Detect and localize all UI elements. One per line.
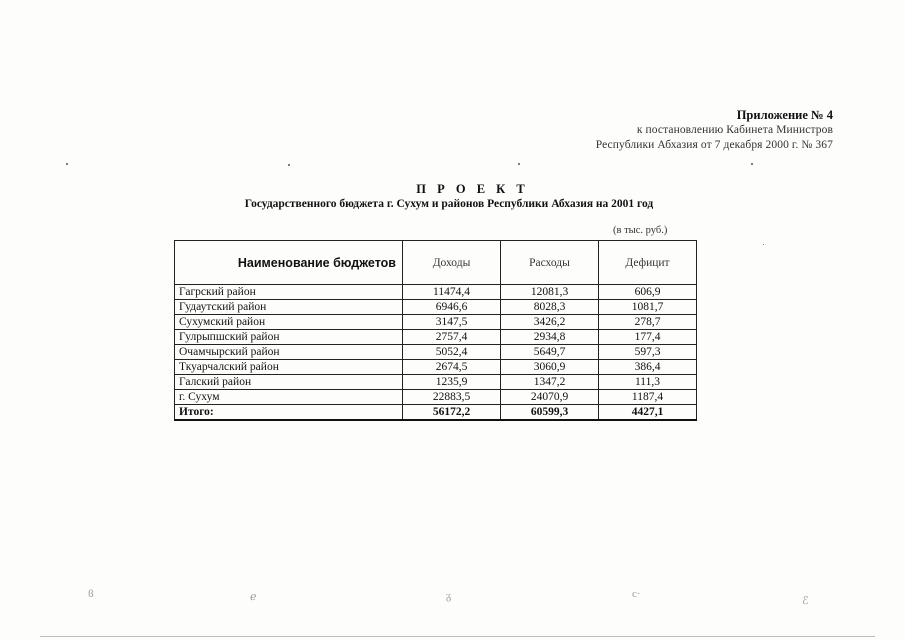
cell-income: 22883,5	[403, 390, 501, 405]
scan-mark: c·	[632, 588, 641, 600]
table-row	[175, 285, 697, 300]
cell-expenses: 2934,8	[501, 330, 599, 345]
cell-deficit: 386,4	[599, 360, 697, 375]
scan-mark: ℯ	[250, 591, 257, 603]
appendix-line-2: Республики Абхазия от 7 декабря 2000 г. № 367	[595, 139, 833, 151]
cell-expenses: 1347,2	[501, 375, 599, 390]
cell-expenses: 5649,7	[501, 345, 599, 360]
header-income: Доходы	[403, 241, 501, 285]
scan-mark: ℰ	[802, 595, 809, 607]
header-deficit: Дефицит	[599, 241, 697, 285]
cell-deficit: 606,9	[599, 285, 697, 300]
table-row	[175, 360, 697, 375]
cell-income: 2674,5	[403, 360, 501, 375]
table-row	[175, 375, 697, 390]
appendix-line-1: к постановлению Кабинета Министров	[636, 124, 833, 136]
cell-income: 2757,4	[403, 330, 501, 345]
cell-deficit: 177,4	[599, 330, 697, 345]
table-header-row	[175, 241, 697, 285]
cell-deficit: 597,3	[599, 345, 697, 360]
cell-expenses: 12081,3	[501, 285, 599, 300]
cell-name: Очамчырский район	[175, 345, 403, 360]
cell-name: Ткуарчалский район	[175, 360, 403, 375]
scan-mark: ϐ	[88, 588, 94, 600]
project-title: П Р О Е К Т	[416, 182, 529, 196]
total-deficit: 4427,1	[599, 405, 697, 421]
cell-income: 11474,4	[403, 285, 501, 300]
cell-expenses: 3060,9	[501, 360, 599, 375]
cell-income: 3147,5	[403, 315, 501, 330]
budget-table	[174, 240, 697, 421]
scan-speck	[518, 163, 520, 165]
cell-deficit: 1187,4	[599, 390, 697, 405]
total-row	[175, 405, 697, 421]
table-row	[175, 315, 697, 330]
cell-name: Гудаутский район	[175, 300, 403, 315]
total-label: Итого:	[175, 405, 403, 421]
cell-deficit: 111,3	[599, 375, 697, 390]
scan-mark: ᵹ	[446, 590, 452, 602]
total-expenses: 60599,3	[501, 405, 599, 421]
total-income: 56172,2	[403, 405, 501, 421]
cell-deficit: 1081,7	[599, 300, 697, 315]
document-subtitle: Государственного бюджета г. Сухум и районов Республики Абхазия на 2001 год	[244, 198, 654, 210]
table-row	[175, 330, 697, 345]
cell-name: г. Сухум	[175, 390, 403, 405]
cell-name: Гулрыпшский район	[175, 330, 403, 345]
scan-speck	[763, 244, 764, 245]
cell-income: 5052,4	[403, 345, 501, 360]
scan-edge-line	[40, 636, 875, 637]
units-note: (в тыс. руб.)	[613, 225, 668, 236]
cell-deficit: 278,7	[599, 315, 697, 330]
cell-expenses: 24070,9	[501, 390, 599, 405]
scan-speck	[751, 163, 753, 165]
document-heading	[0, 181, 905, 212]
cell-name: Галский район	[175, 375, 403, 390]
cell-name: Сухумский район	[175, 315, 403, 330]
appendix-block	[596, 107, 833, 153]
header-budget-name: Наименование бюджетов	[175, 241, 403, 285]
scan-speck	[288, 164, 290, 166]
cell-income: 1235,9	[403, 375, 501, 390]
table-row	[175, 390, 697, 405]
table-row	[175, 345, 697, 360]
cell-expenses: 3426,2	[501, 315, 599, 330]
cell-expenses: 8028,3	[501, 300, 599, 315]
table-row	[175, 300, 697, 315]
header-expenses: Расходы	[501, 241, 599, 285]
cell-name: Гагрский район	[175, 285, 403, 300]
appendix-title: Приложение № 4	[736, 108, 833, 122]
cell-income: 6946,6	[403, 300, 501, 315]
scan-speck	[66, 163, 68, 165]
